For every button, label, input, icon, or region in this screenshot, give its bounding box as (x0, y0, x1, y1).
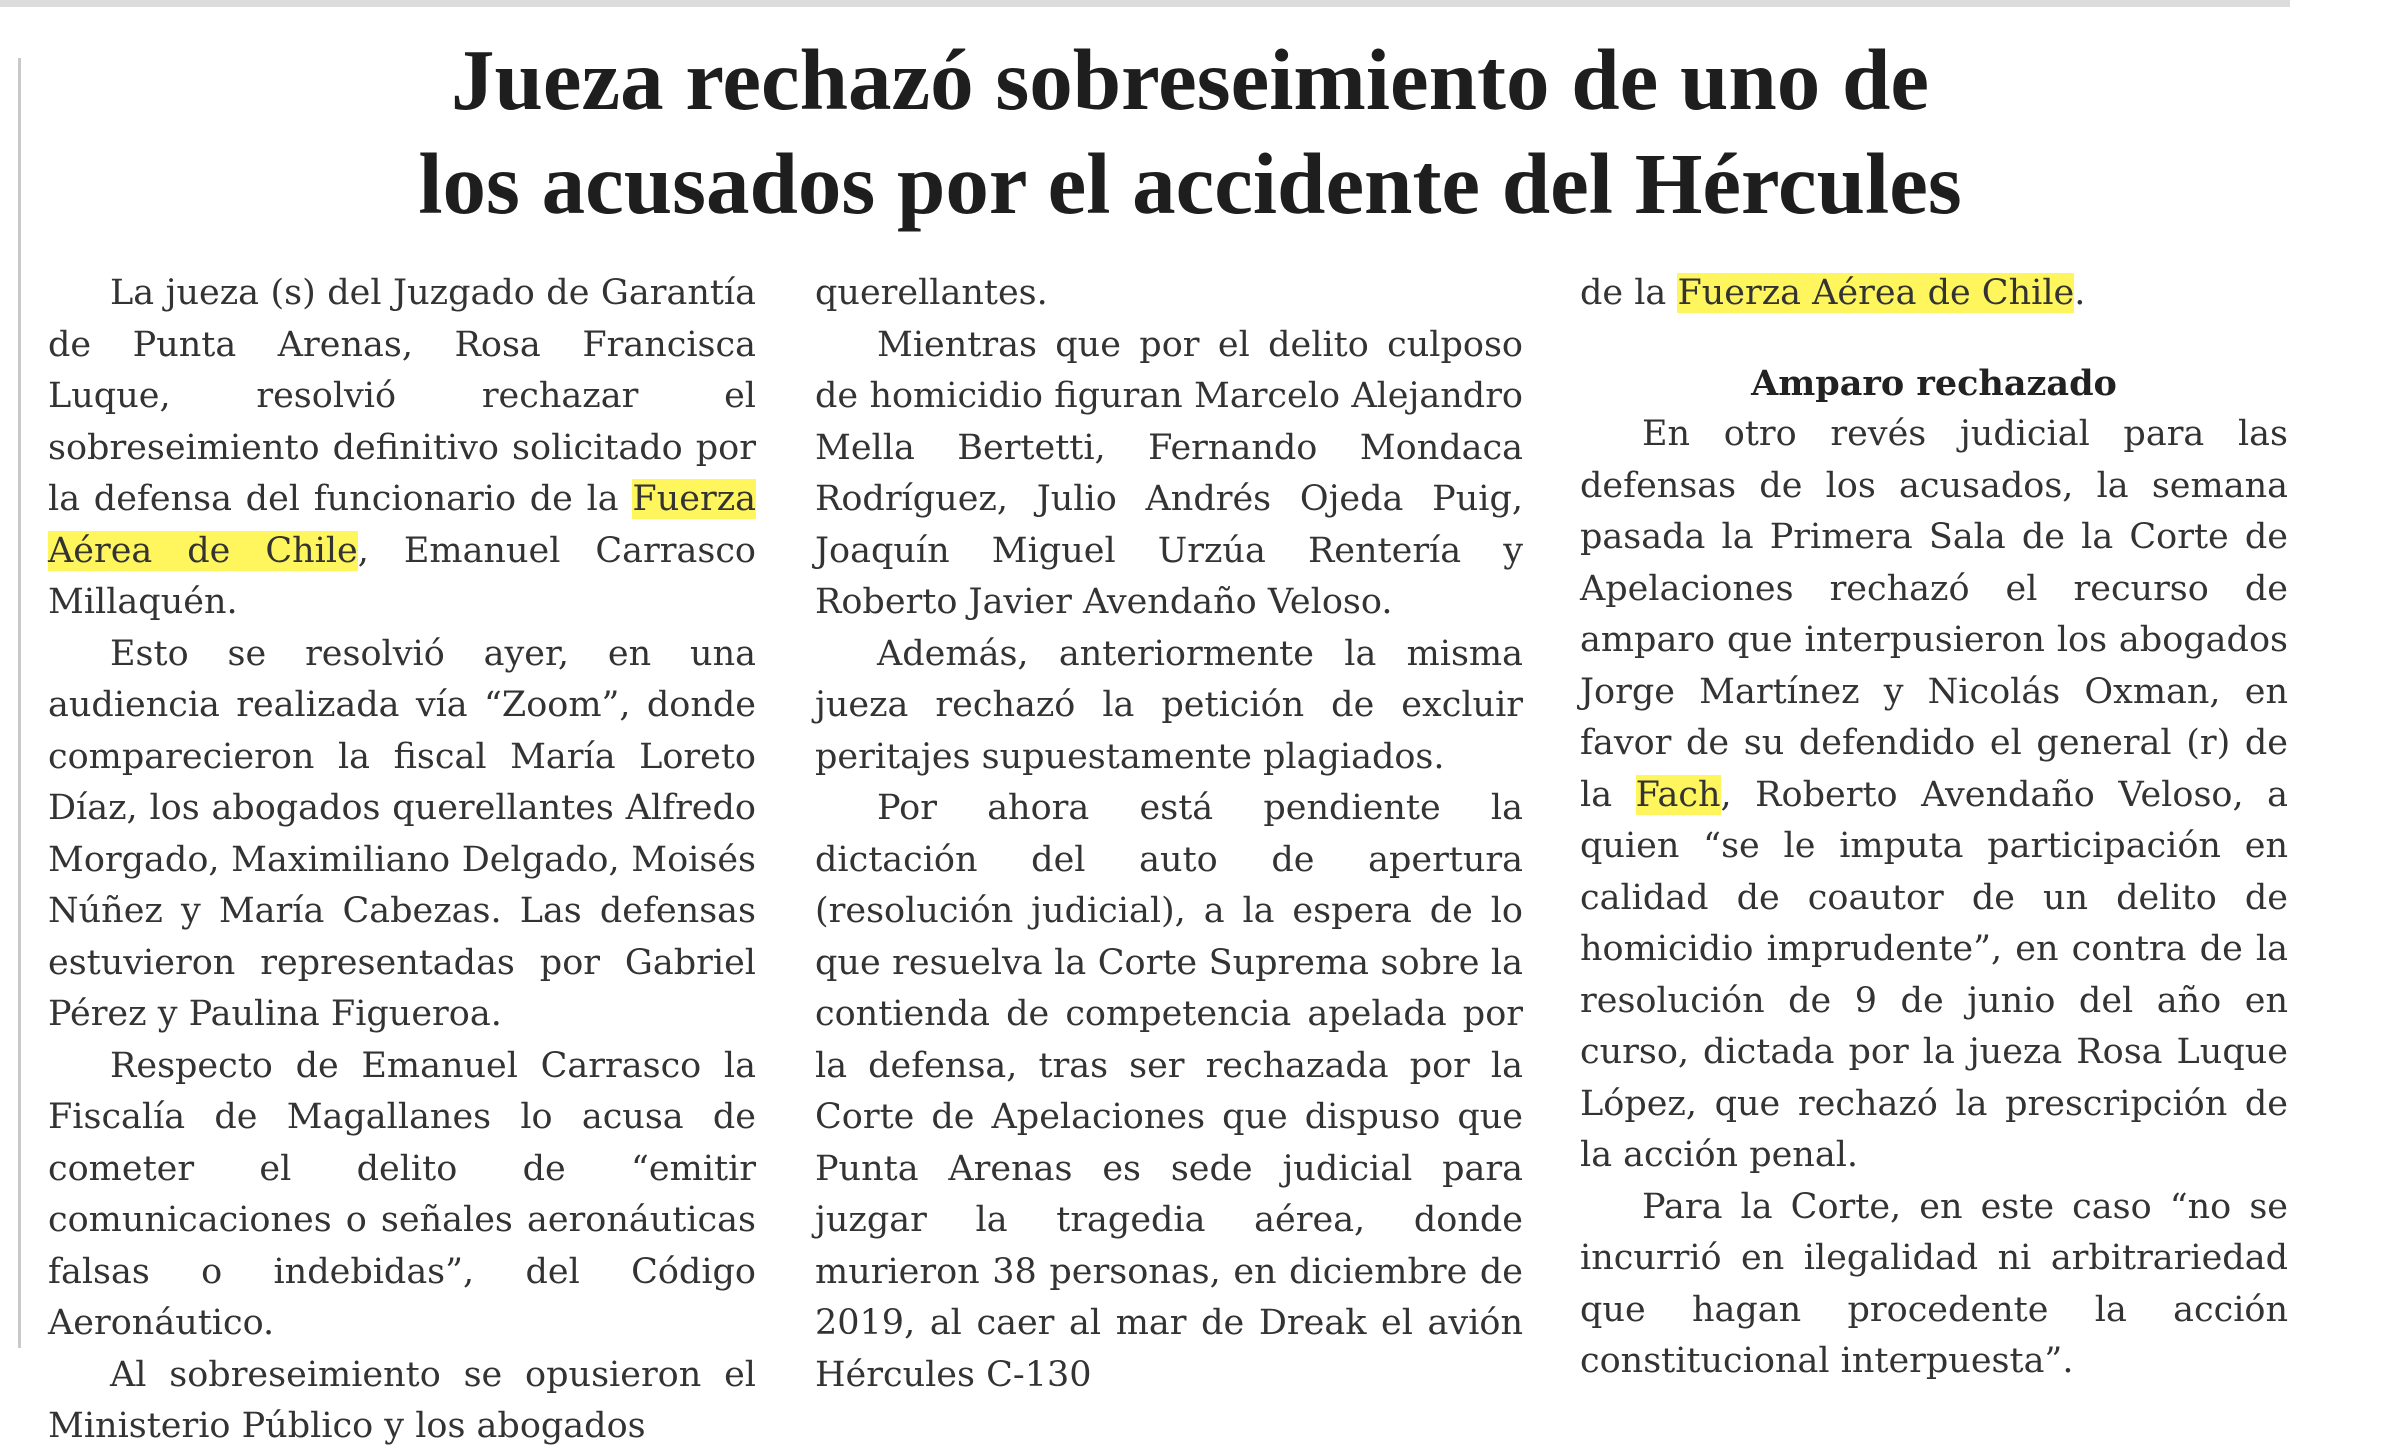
article-column-3 (1580, 268, 2288, 1388)
paragraph: Respecto de Emanuel Carrasco la Fiscalía de Magallanes lo acusa de cometer el delito de “emitir comunicaciones o señales aeronáuticas falsas o indebidas”, del Código Aeronáutico. (48, 1045, 756, 1343)
headline (40, 28, 2340, 236)
paragraph: querellantes. (815, 273, 1048, 313)
paragraph (1580, 268, 2288, 320)
highlighted-text: Fuerza Aérea de Chile (1677, 273, 2075, 313)
highlighted-text: Fuerza Aérea de Chile (48, 479, 756, 571)
paragraph-text: En otro revés judicial para las defensas de los acusados, la semana pasada la Primera Sala de la Corte de Apelaciones rechazó el recurso de amparo que interpusieron los abogados Jorge Martínez y Nicolás Oxman, en favor de su defendido el general (r) de la (1580, 414, 2288, 815)
highlighted-text: Fach (1635, 774, 1721, 815)
article-column-1 (48, 268, 756, 1453)
paragraph-text: . (2074, 273, 2086, 313)
column-rule (18, 58, 21, 1348)
headline-line-2: los acusados por el accidente del Hércules (418, 135, 1962, 232)
subheading: Amparo rechazado (1751, 362, 2117, 404)
paragraph: Esto se resolvió ayer, en una audiencia realizada vía “Zoom”, donde comparecieron la fiscal María Loreto Díaz, los abogados querellantes Alfredo Morgado, Maximiliano Delgado, Moisés Núñez y María Cabezas. Las defensas estuvieron representadas por Gabriel Pérez y Paulina Figueroa. (48, 633, 756, 1034)
paragraph: Por ahora está pendiente la dictación del auto de apertura (resolución judicial), a la espera de lo que resuelva la Corte Suprema sobre la contienda de competencia apelada por la defensa, tras ser rechazada por la Corte de Apelaciones que dispuso que Punta Arenas es sede judicial para juzgar la tragedia aérea, donde murieron 38 personas, en diciembre de 2019, al caer al mar de Dreak el avión Hércules C-130 (815, 788, 1523, 1395)
paragraph-text: La jueza (s) del Juzgado de Garantía de Punta Arenas, Rosa Francisca Luque, resolvió rechazar el sobreseimiento definitivo solicitado por la defensa del funcionario de la (48, 273, 756, 519)
paragraph: Al sobreseimiento se opusieron el Ministerio Público y los abogados (48, 1354, 756, 1446)
paragraph-text: de la (1580, 273, 1678, 313)
paragraph (48, 268, 756, 629)
paragraph (1580, 409, 2288, 1182)
paragraph-text: , Emanuel Carrasco Millaquén. (48, 530, 756, 622)
paragraph: Para la Corte, en este caso “no se incurrió en ilegalidad ni arbitrariedad que hagan procedente la acción constitucional interpuesta”. (1580, 1186, 2288, 1381)
top-rule (0, 0, 2290, 7)
paragraph: Mientras que por el delito culposo de homicidio figuran Marcelo Alejandro Mella Bertetti, Fernando Mondaca Rodríguez, Julio Andrés Ojeda Puig, Joaquín Miguel Urzúa Rentería y Roberto Javier Avendaño Veloso. (815, 324, 1523, 622)
paragraph-text: , Roberto Avendaño Veloso, a quien “se le imputa participación en calidad de coautor de un delito de homicidio imprudente”, en contra de la resolución de 9 de junio del año en curso, dictada por la jueza Rosa Luque López, que rechazó la prescripción de la acción penal. (1580, 774, 2289, 1175)
article-column-2 (815, 268, 1523, 1401)
paragraph: Además, anteriormente la misma jueza rechazó la petición de excluir peritajes supuestamente plagiados. (815, 633, 1523, 777)
headline-line-1: Jueza rechazó sobreseimiento de uno de (450, 31, 1930, 128)
